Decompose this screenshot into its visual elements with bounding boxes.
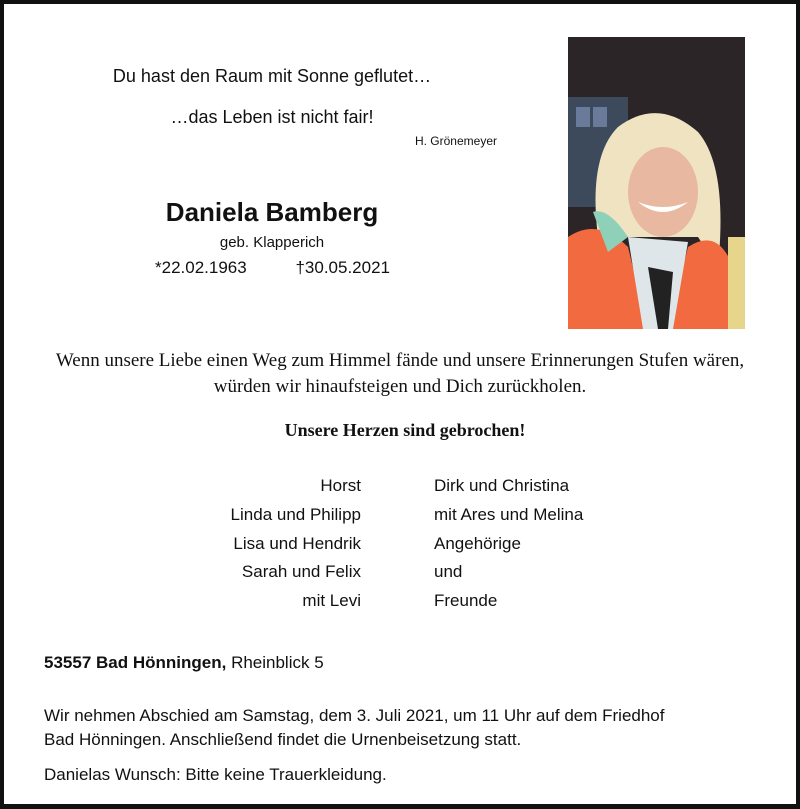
quote-line-1: Du hast den Raum mit Sonne geflutet… — [112, 66, 432, 86]
address-street: Rheinblick 5 — [231, 653, 324, 672]
verse-line-1: Wenn unsere Liebe einen Weg zum Himmel fände und unsere Erinnerungen Stufen wären, — [55, 350, 745, 371]
quote-author: H. Grönemeyer — [414, 134, 497, 148]
mourner-right: und — [434, 562, 463, 581]
address — [44, 654, 324, 671]
mourner-right: Angehörige — [434, 534, 521, 553]
birth-date: *22.02.1963 — [155, 258, 247, 277]
mourner-right: mit Ares und Melina — [434, 505, 584, 524]
quote-line-2: …das Leben ist nicht fair! — [170, 107, 374, 127]
mourner-left: Sarah und Felix — [241, 562, 361, 581]
mourner-left: Linda und Philipp — [230, 505, 361, 524]
verse-line-2: würden wir hinaufsteigen und Dich zurückholen. — [213, 376, 587, 397]
portrait-photo — [568, 37, 745, 329]
funeral-line-1: Wir nehmen Abschied am Samstag, dem 3. Juli 2021, um 11 Uhr auf dem Friedhof — [44, 706, 665, 725]
funeral-line-2: Bad Hönningen. Anschließend findet die Urnenbeisetzung statt. — [44, 730, 522, 749]
mourner-left: Lisa und Hendrik — [233, 534, 361, 553]
address-city: 53557 Bad Hönningen, — [44, 653, 227, 672]
death-date: †30.05.2021 — [295, 258, 390, 277]
deceased-name: Daniela Bamberg — [165, 197, 379, 227]
mourner-right: Freunde — [434, 591, 498, 610]
mourner-left: Horst — [320, 476, 361, 495]
mourning-heading: Unsere Herzen sind gebrochen! — [284, 420, 526, 440]
dress-code-wish: Danielas Wunsch: Bitte keine Trauerkleidung. — [44, 765, 387, 784]
mourner-right: Dirk und Christina — [434, 476, 570, 495]
mourner-left: mit Levi — [302, 591, 361, 610]
maiden-name: geb. Klapperich — [219, 234, 325, 251]
